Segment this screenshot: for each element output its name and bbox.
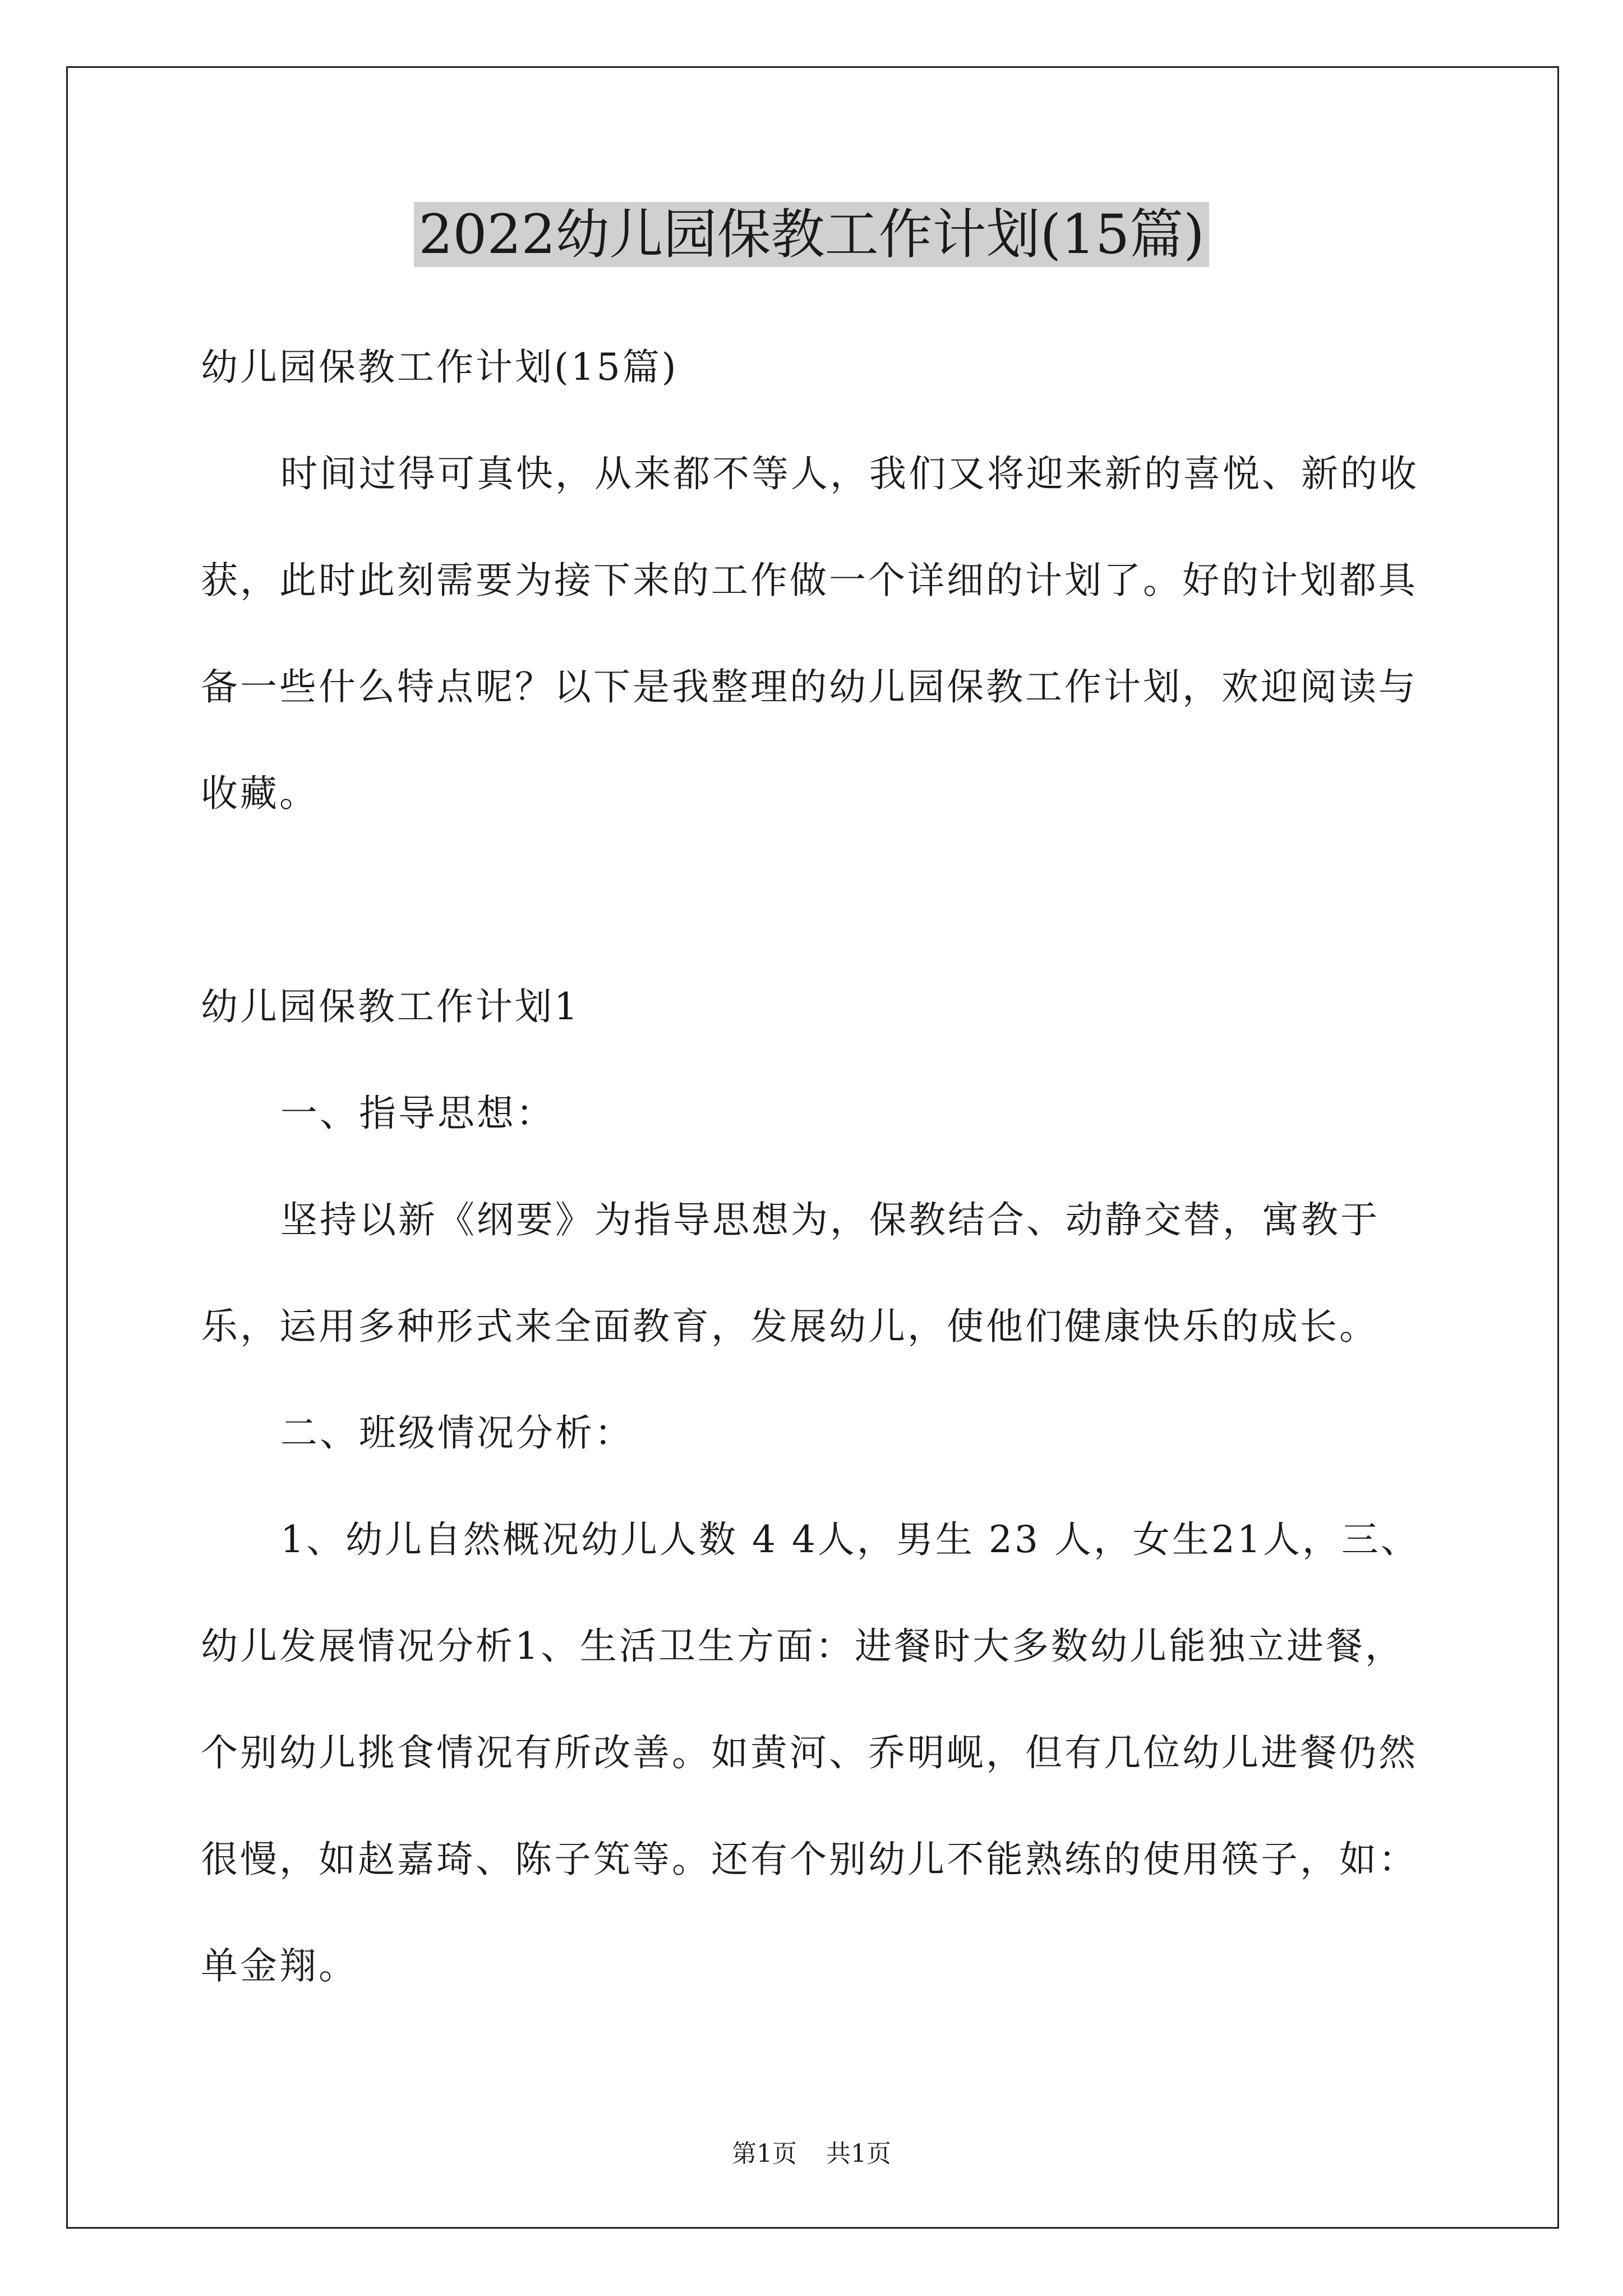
page-footer: [0, 2137, 1623, 2171]
guiding-heading: 一、指导思想：: [280, 1092, 555, 1135]
document-subtitle: 幼儿园保教工作计划(15篇): [201, 346, 679, 389]
guiding-paragraph: 坚持以新《纲要》为指导思想为，保教结合、动静交替，寓教于乐，运用多种形式来全面教育，发展幼儿，使他们健康快乐的成长。: [201, 1198, 1380, 1348]
page-total: 共1页: [826, 2139, 891, 2168]
page-number: 第1页: [732, 2139, 797, 2168]
intro-paragraph: 时间过得可真快，从来都不等人，我们又将迎来新的喜悦、新的收获，此时此刻需要为接下来的工作做一个详细的计划了。好的计划都具备一些什么特点呢？以下是我整理的幼儿园保教工作计划，欢迎阅读与收藏。: [201, 452, 1419, 815]
section-heading: 幼儿园保教工作计划1: [201, 985, 580, 1028]
class-analysis-paragraph: 1、幼儿自然概况幼儿人数 4 4人，男生 23 人，女生21人，三、幼儿发展情况分析1、生活卫生方面：进餐时大多数幼儿能独立进餐，个别幼儿挑食情况有所改善。如黄河、乔明岘，但有几位幼儿进餐仍然很慢，如赵嘉琦、陈子笂等。还有个别幼儿不能熟练的使用筷子，如：单金翔。: [201, 1518, 1420, 1987]
class-analysis-heading: 二、班级情况分析：: [280, 1411, 634, 1455]
document-title: [0, 197, 1623, 272]
document-title-text: 2022幼儿园保教工作计划(15篇): [414, 202, 1209, 267]
